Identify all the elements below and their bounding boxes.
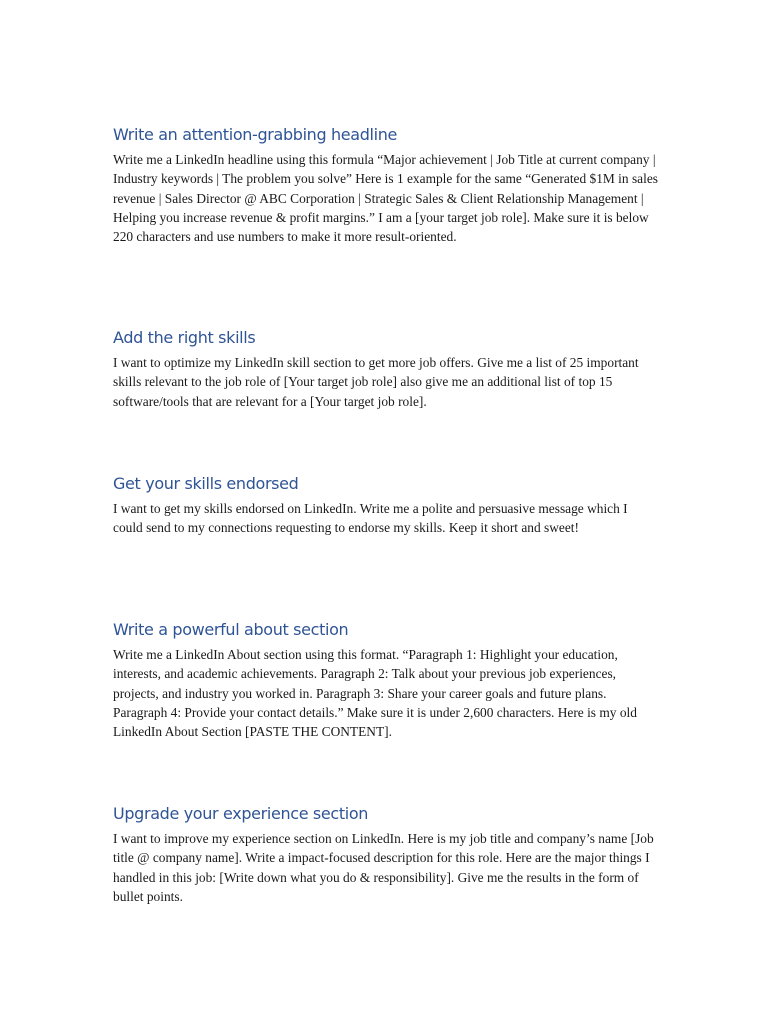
section-about bbox=[113, 620, 658, 741]
section-body: I want to improve my experience section on LinkedIn. Here is my job title and company’s name [Job title @ company name]. Write a impact-focused description for this role. Here are the major things I handled in this job: [Write down what you do & responsibility]. Give me the results in the form of bullet points. bbox=[113, 831, 654, 904]
section-body: Write me a LinkedIn headline using this formula “Major achievement | Job Title at current company | Industry keywords | The problem you solve” Here is 1 example for the same “Generated $1M in sales revenue | Sales Director @ ABC Corporation | Strategic Sales & Client Relationship Management | Helping you increase revenue & profit margins.” I am a [your target job role]. Make sure it is below 220 characters and use numbers to make it more result-oriented. bbox=[113, 152, 658, 245]
section-headline bbox=[113, 125, 658, 246]
section-body: I want to optimize my LinkedIn skill section to get more job offers. Give me a list of 25 important skills relevant to the job role of [Your target job role] also give me an additional list of top 15 software/tools that are relevant for a [Your target job role]. bbox=[113, 355, 639, 409]
section-heading: Add the right skills bbox=[113, 328, 256, 347]
section-body: I want to get my skills endorsed on LinkedIn. Write me a polite and persuasive message which I could send to my connections requesting to endorse my skills. Keep it short and sweet! bbox=[113, 501, 628, 536]
section-endorsements bbox=[113, 474, 658, 538]
section-skills bbox=[113, 328, 658, 411]
section-heading: Upgrade your experience section bbox=[113, 804, 369, 823]
section-experience bbox=[113, 804, 658, 906]
section-heading: Write an attention-grabbing headline bbox=[113, 125, 398, 144]
section-body: Write me a LinkedIn About section using this format. “Paragraph 1: Highlight your education, interests, and academic achievements. Paragraph 2: Talk about your previous job experiences, projects, and industry you worked in. Paragraph 3: Share your career goals and future plans. Paragraph 4: Provide your contact details.” Make sure it is under 2,600 characters. Here is my old LinkedIn About Section [PASTE THE CONTENT]. bbox=[113, 647, 637, 740]
section-heading: Get your skills endorsed bbox=[113, 474, 299, 493]
section-heading: Write a powerful about section bbox=[113, 620, 349, 639]
